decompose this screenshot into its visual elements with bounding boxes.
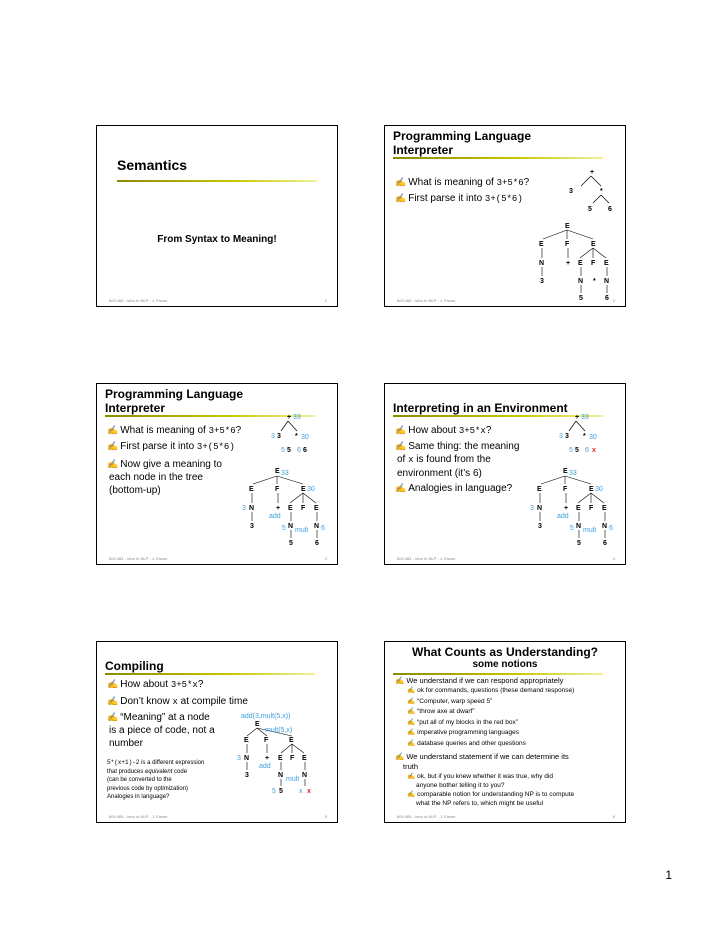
bullet-3: ✍ “Meaning” at a node is a piece of code, not a number bbox=[107, 712, 215, 749]
tree-op-plus: + bbox=[590, 169, 595, 176]
svg-text:E: E bbox=[578, 260, 583, 267]
bullet-1: ✍ What is meaning of 3+5*6? bbox=[107, 425, 242, 436]
svg-text:+: + bbox=[564, 505, 569, 512]
svg-text:5: 5 bbox=[272, 788, 276, 795]
slide-footer bbox=[109, 298, 327, 303]
svg-text:F: F bbox=[591, 260, 596, 267]
svg-text:E: E bbox=[255, 721, 260, 728]
svg-text:N: N bbox=[288, 523, 294, 530]
svg-text:E: E bbox=[289, 737, 294, 744]
svg-text:6: 6 bbox=[585, 447, 589, 454]
page-number: 1 bbox=[665, 868, 672, 882]
bullet-3: ✍ Analogies in language? bbox=[395, 483, 513, 494]
slide-title: Interpreting in an Environment bbox=[393, 401, 568, 415]
slide-title: What Counts as Understanding? bbox=[412, 645, 598, 659]
tree-leaf: 5 bbox=[588, 206, 592, 213]
svg-text:F: F bbox=[565, 241, 570, 248]
svg-text:x: x bbox=[299, 788, 303, 795]
svg-text:add: add bbox=[259, 763, 271, 770]
svg-text:+: + bbox=[287, 414, 292, 421]
svg-text:5: 5 bbox=[570, 525, 574, 532]
svg-text:+: + bbox=[575, 414, 580, 421]
svg-text:N: N bbox=[244, 755, 250, 762]
pen-bullet-icon: ✍ bbox=[395, 425, 407, 435]
svg-text:6: 6 bbox=[315, 540, 319, 547]
svg-text:6: 6 bbox=[605, 295, 609, 302]
svg-text:add: add bbox=[269, 513, 281, 520]
svg-text:6: 6 bbox=[321, 525, 325, 532]
svg-text:N: N bbox=[539, 260, 545, 267]
pen-bullet-icon: ✍ bbox=[107, 712, 119, 722]
sub-points-1: ✍ ok for commands, questions (these demand response) ✍ “Computer, warp speed 5” ✍ “throw axe at dwarf” ✍ “put all of my blocks in the red box” ✍ imperative programming languages ✍ database queries and other questions bbox=[407, 687, 575, 747]
svg-text:E: E bbox=[275, 468, 280, 475]
svg-text:F: F bbox=[264, 737, 269, 744]
svg-text:5: 5 bbox=[287, 447, 291, 454]
slide-footer: 600.465 - Intro to NLP - J. Eisner 4 bbox=[397, 556, 615, 561]
pen-bullet-icon: ✍ bbox=[395, 177, 407, 187]
code-annotation: add(3,mult(5,x)) bbox=[241, 713, 291, 720]
svg-text:+: + bbox=[566, 260, 571, 267]
pen-bullet-icon: ✍ bbox=[107, 696, 119, 706]
pen-bullet-icon: ✍ bbox=[107, 679, 119, 689]
svg-text:E: E bbox=[244, 737, 249, 744]
slide-footer: 600.465 - Intro to NLP - J. Eisner 5 bbox=[109, 814, 327, 819]
svg-text:*: * bbox=[583, 433, 586, 440]
svg-text:E: E bbox=[278, 755, 283, 762]
svg-text:+: + bbox=[276, 505, 281, 512]
point-2: ✍ We understand statement if we can determine its truth bbox=[395, 752, 569, 771]
svg-text:3: 3 bbox=[559, 433, 563, 440]
svg-text:E: E bbox=[576, 505, 581, 512]
svg-text:33: 33 bbox=[569, 470, 577, 477]
svg-text:E: E bbox=[539, 241, 544, 248]
point-1: ✍ We understand if we can respond appropriately bbox=[395, 676, 564, 685]
svg-text:E: E bbox=[591, 241, 596, 248]
sub-points-2: ✍ ok, but if you knew whether it was true, why did anyone bother telling it to you? ✍ comparable notion for understanding NP is to compute what the NP refers to, which might be useful bbox=[407, 773, 575, 807]
svg-text:N: N bbox=[278, 772, 284, 779]
title-rule bbox=[105, 673, 315, 675]
svg-text:5: 5 bbox=[569, 447, 573, 454]
expression-tree-small bbox=[565, 166, 612, 213]
bullet-2: ✍ First parse it into 3+(5*6) bbox=[395, 193, 523, 204]
slide-2 bbox=[384, 125, 626, 307]
svg-text:3: 3 bbox=[565, 433, 569, 440]
bullet-2: ✍ First parse it into 3+(5*6) bbox=[107, 441, 235, 452]
svg-text:5: 5 bbox=[577, 540, 581, 547]
svg-text:E: E bbox=[589, 486, 594, 493]
svg-text:3: 3 bbox=[277, 433, 281, 440]
tree-leaf: 3 bbox=[569, 188, 573, 195]
slide-3 bbox=[96, 383, 338, 565]
svg-text:E: E bbox=[602, 505, 607, 512]
svg-text:30: 30 bbox=[595, 486, 603, 493]
svg-text:*: * bbox=[593, 278, 596, 285]
compiled-parse-tree bbox=[237, 712, 337, 802]
slide-1 bbox=[96, 125, 338, 307]
tree-op-star: * bbox=[600, 188, 603, 195]
bullet-1: ✍ How about 3+5*x? bbox=[107, 679, 204, 690]
svg-text:6: 6 bbox=[303, 447, 307, 454]
svg-text:*: * bbox=[295, 433, 298, 440]
bullet-1: ✍ What is meaning of 3+5*6? bbox=[395, 177, 530, 188]
svg-text:30: 30 bbox=[307, 486, 315, 493]
svg-text:30: 30 bbox=[301, 434, 309, 441]
svg-text:5: 5 bbox=[282, 525, 286, 532]
svg-text:N: N bbox=[604, 278, 610, 285]
pen-bullet-icon: ✍ bbox=[395, 193, 407, 203]
slide-title: Compiling bbox=[105, 659, 164, 673]
svg-text:33: 33 bbox=[281, 470, 289, 477]
svg-text:F: F bbox=[589, 505, 594, 512]
svg-text:E: E bbox=[604, 260, 609, 267]
code-annotation: mult(5,x) bbox=[265, 727, 293, 734]
bullet-1: ✍ How about 3+5*x? bbox=[395, 425, 492, 436]
footer-text: 600.465 - Intro to NLP - J. Eisner bbox=[109, 298, 168, 303]
annotated-parse-tree bbox=[530, 466, 623, 547]
svg-text:E: E bbox=[563, 468, 568, 475]
svg-text:3: 3 bbox=[250, 523, 254, 530]
svg-text:mult: mult bbox=[583, 527, 597, 534]
pen-bullet-icon: ✍ bbox=[107, 441, 119, 451]
svg-text:5: 5 bbox=[289, 540, 293, 547]
svg-text:N: N bbox=[314, 523, 320, 530]
svg-text:5: 5 bbox=[279, 788, 283, 795]
svg-text:E: E bbox=[565, 223, 570, 230]
slide-4 bbox=[384, 383, 626, 565]
svg-text:x: x bbox=[592, 447, 596, 454]
slide-title: Programming Language Interpreter bbox=[105, 387, 244, 415]
svg-text:mult: mult bbox=[295, 527, 309, 534]
svg-text:F: F bbox=[290, 755, 295, 762]
svg-text:N: N bbox=[602, 523, 608, 530]
svg-text:3: 3 bbox=[530, 505, 534, 512]
slide-footer: 600.465 - Intro to NLP - J. Eisner 2 bbox=[397, 298, 615, 303]
pen-bullet-icon: ✍ bbox=[395, 676, 405, 685]
pen-bullet-icon: ✍ bbox=[107, 425, 119, 435]
slide-footer: 600.465 - Intro to NLP - J. Eisner 6 bbox=[397, 814, 615, 819]
svg-text:30: 30 bbox=[589, 434, 597, 441]
slide-subtitle: some notions bbox=[472, 659, 538, 670]
slide-5 bbox=[96, 641, 338, 823]
svg-text:E: E bbox=[301, 486, 306, 493]
svg-text:E: E bbox=[314, 505, 319, 512]
pen-bullet-icon: ✍ bbox=[395, 441, 407, 451]
svg-text:N: N bbox=[249, 505, 255, 512]
svg-text:E: E bbox=[249, 486, 254, 493]
svg-text:6: 6 bbox=[297, 447, 301, 454]
svg-text:F: F bbox=[301, 505, 306, 512]
title-rule bbox=[393, 157, 603, 159]
svg-text:6: 6 bbox=[603, 540, 607, 547]
svg-text:5: 5 bbox=[575, 447, 579, 454]
parse-tree bbox=[535, 221, 615, 301]
annotated-expression-leaves bbox=[565, 444, 605, 458]
tree-leaf: 6 bbox=[608, 206, 612, 213]
svg-text:3: 3 bbox=[242, 505, 246, 512]
svg-text:E: E bbox=[302, 755, 307, 762]
bullet-2: ✍ Same thing: the meaning of x is found from the environment (it’s 6) bbox=[395, 441, 520, 479]
svg-text:N: N bbox=[576, 523, 582, 530]
slide-title: Programming Language Interpreter bbox=[393, 129, 532, 157]
svg-text:+: + bbox=[265, 755, 270, 762]
annotated-expression-leaves bbox=[277, 444, 317, 458]
title-rule bbox=[393, 673, 603, 675]
svg-text:3: 3 bbox=[237, 755, 241, 762]
svg-text:x: x bbox=[307, 788, 311, 795]
svg-text:3: 3 bbox=[245, 772, 249, 779]
svg-text:E: E bbox=[288, 505, 293, 512]
svg-text:mult: mult bbox=[286, 776, 300, 783]
annotated-parse-tree bbox=[242, 466, 335, 547]
title-rule bbox=[117, 180, 317, 182]
bullet-3: ✍ Now give a meaning to each node in the tree (bottom-up) bbox=[107, 459, 222, 496]
slide-6 bbox=[384, 641, 626, 823]
svg-text:3: 3 bbox=[271, 433, 275, 440]
svg-text:N: N bbox=[578, 278, 584, 285]
slide-footer: 600.465 - Intro to NLP - J. Eisner 3 bbox=[109, 556, 327, 561]
slide-subtitle: From Syntax to Meaning! bbox=[157, 234, 277, 245]
svg-text:6: 6 bbox=[609, 525, 613, 532]
svg-text:add: add bbox=[557, 513, 569, 520]
svg-text:33: 33 bbox=[581, 414, 589, 421]
svg-text:5: 5 bbox=[281, 447, 285, 454]
svg-text:N: N bbox=[537, 505, 543, 512]
note-block: 5*(x+1)-2 is a different expression that produces equivalent code (can be converted to the previous code by optimization) Analogies in language? bbox=[107, 759, 205, 800]
svg-text:3: 3 bbox=[540, 278, 544, 285]
bullet-2: ✍ Don’t know x at compile time bbox=[107, 696, 248, 707]
svg-text:F: F bbox=[275, 486, 280, 493]
slide-title: Semantics bbox=[117, 157, 188, 173]
pen-bullet-icon: ✍ bbox=[395, 483, 407, 493]
svg-text:N: N bbox=[302, 772, 308, 779]
svg-text:5: 5 bbox=[579, 295, 583, 302]
pen-bullet-icon: ✍ bbox=[107, 459, 119, 469]
slide-number: 1 bbox=[324, 298, 327, 303]
svg-text:F: F bbox=[563, 486, 568, 493]
svg-text:3: 3 bbox=[538, 523, 542, 530]
svg-text:E: E bbox=[537, 486, 542, 493]
svg-text:33: 33 bbox=[293, 414, 301, 421]
